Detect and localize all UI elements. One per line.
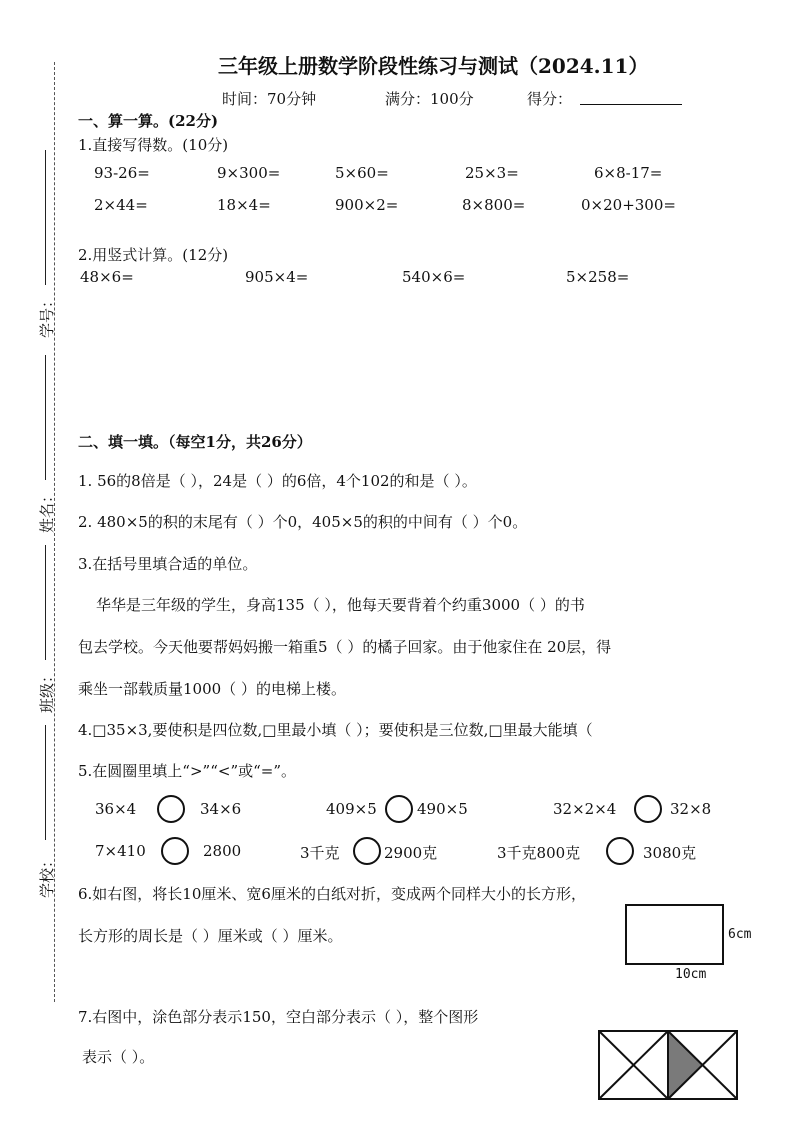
oral-calc-item: 18×4= — [217, 196, 271, 214]
number-write-line[interactable] — [45, 150, 46, 285]
fill-q6-line2: 长方形的周长是（ ）厘米或（ ）厘米。 — [78, 927, 343, 945]
oral-calc-item: 25×3= — [465, 164, 519, 182]
compare-right: 3080克 — [643, 844, 697, 862]
compare-circle[interactable] — [161, 837, 189, 865]
paper-rectangle-figure — [625, 904, 724, 965]
figure-height-label: 6cm — [728, 927, 752, 942]
compare-left: 3千克800克 — [497, 844, 581, 862]
oral-calc-item: 9×300= — [217, 164, 281, 182]
compare-left: 32×2×4 — [553, 800, 617, 818]
q1-title: 1.直接写得数。(10分) — [78, 136, 229, 154]
vertical-calc-item: 48×6= — [80, 268, 134, 286]
vertical-calc-item: 905×4= — [245, 268, 309, 286]
oral-calc-item: 0×20+300= — [581, 196, 676, 214]
compare-circle[interactable] — [157, 795, 185, 823]
shaded-rectangle-figure — [598, 1030, 738, 1100]
fill-q3-title: 3.在括号里填合适的单位。 — [78, 555, 258, 573]
compare-circle[interactable] — [385, 795, 413, 823]
compare-circle[interactable] — [634, 795, 662, 823]
fill-q1: 1. 56的8倍是（ ），24是（ ）的6倍，4个102的和是（ ）。 — [78, 472, 477, 490]
number-label: 学号： — [38, 292, 57, 339]
compare-right: 2900克 — [384, 844, 438, 862]
section1-title: 一、算一算。(22分) — [78, 112, 219, 130]
compare-left: 36×4 — [95, 800, 137, 818]
fill-q7-line2: 表示（ ）。 — [82, 1048, 155, 1066]
name-write-line[interactable] — [45, 545, 46, 660]
oral-calc-item: 93-26= — [94, 164, 150, 182]
fill-q2: 2. 480×5的积的末尾有（ ）个0，405×5的积的中间有（ ）个0。 — [78, 513, 528, 531]
page-title: 三年级上册数学阶段性练习与测试（2024.11） — [218, 54, 649, 78]
fill-q3-line1: 华华是三年级的学生，身高135（ ），他每天要背着个约重3000（ ）的书 — [96, 596, 585, 614]
score-label: 得分： — [527, 90, 573, 108]
fill-q3-line2: 包去学校。今天他要帮妈妈搬一箱重5（ ）的橘子回家。由于他家住在 20层，得 — [78, 638, 612, 656]
score-field[interactable] — [580, 104, 682, 105]
fill-q6-line1: 6.如右图，将长10厘米、宽6厘米的白纸对折，变成两个同样大小的长方形， — [78, 885, 586, 903]
compare-left: 3千克 — [300, 844, 340, 862]
full-score-info: 满分：100分 — [385, 90, 474, 108]
compare-right: 34×6 — [200, 800, 242, 818]
name-label: 姓名： — [38, 487, 57, 534]
oral-calc-item: 8×800= — [462, 196, 526, 214]
compare-left: 409×5 — [326, 800, 377, 818]
class-label: 班级： — [38, 667, 57, 714]
vertical-calc-item: 5×258= — [566, 268, 630, 286]
fill-q5-title: 5.在圆圈里填上“>”“<”或“=”。 — [78, 762, 297, 780]
vertical-calc-item: 540×6= — [402, 268, 466, 286]
compare-right: 32×8 — [670, 800, 712, 818]
oral-calc-item: 2×44= — [94, 196, 148, 214]
oral-calc-item: 5×60= — [335, 164, 389, 182]
compare-circle[interactable] — [353, 837, 381, 865]
school-label: 学校： — [38, 852, 57, 899]
section2-title: 二、填一填。（每空1分，共26分） — [78, 433, 312, 451]
compare-left: 7×410 — [95, 842, 146, 860]
q2-title: 2.用竖式计算。(12分) — [78, 246, 229, 264]
compare-circle[interactable] — [606, 837, 634, 865]
class-write-line[interactable] — [45, 725, 46, 840]
fill-q7-line1: 7.右图中，涂色部分表示150，空白部分表示（ ），整个图形 — [78, 1008, 479, 1026]
oral-calc-item: 900×2= — [335, 196, 399, 214]
figure-width-label: 10cm — [675, 967, 707, 982]
compare-right: 490×5 — [417, 800, 468, 818]
name-write-line-top — [45, 355, 46, 480]
fill-q4: 4.□35×3,要使积是四位数,□里最小填（ ）；要使积是三位数,□里最大能填（ — [78, 721, 593, 739]
time-info: 时间：70分钟 — [222, 90, 317, 108]
fill-q3-line3: 乘坐一部载质量1000（ ）的电梯上楼。 — [78, 680, 346, 698]
compare-right: 2800 — [203, 842, 242, 860]
shaded-triangle — [668, 1031, 703, 1099]
oral-calc-item: 6×8-17= — [594, 164, 663, 182]
